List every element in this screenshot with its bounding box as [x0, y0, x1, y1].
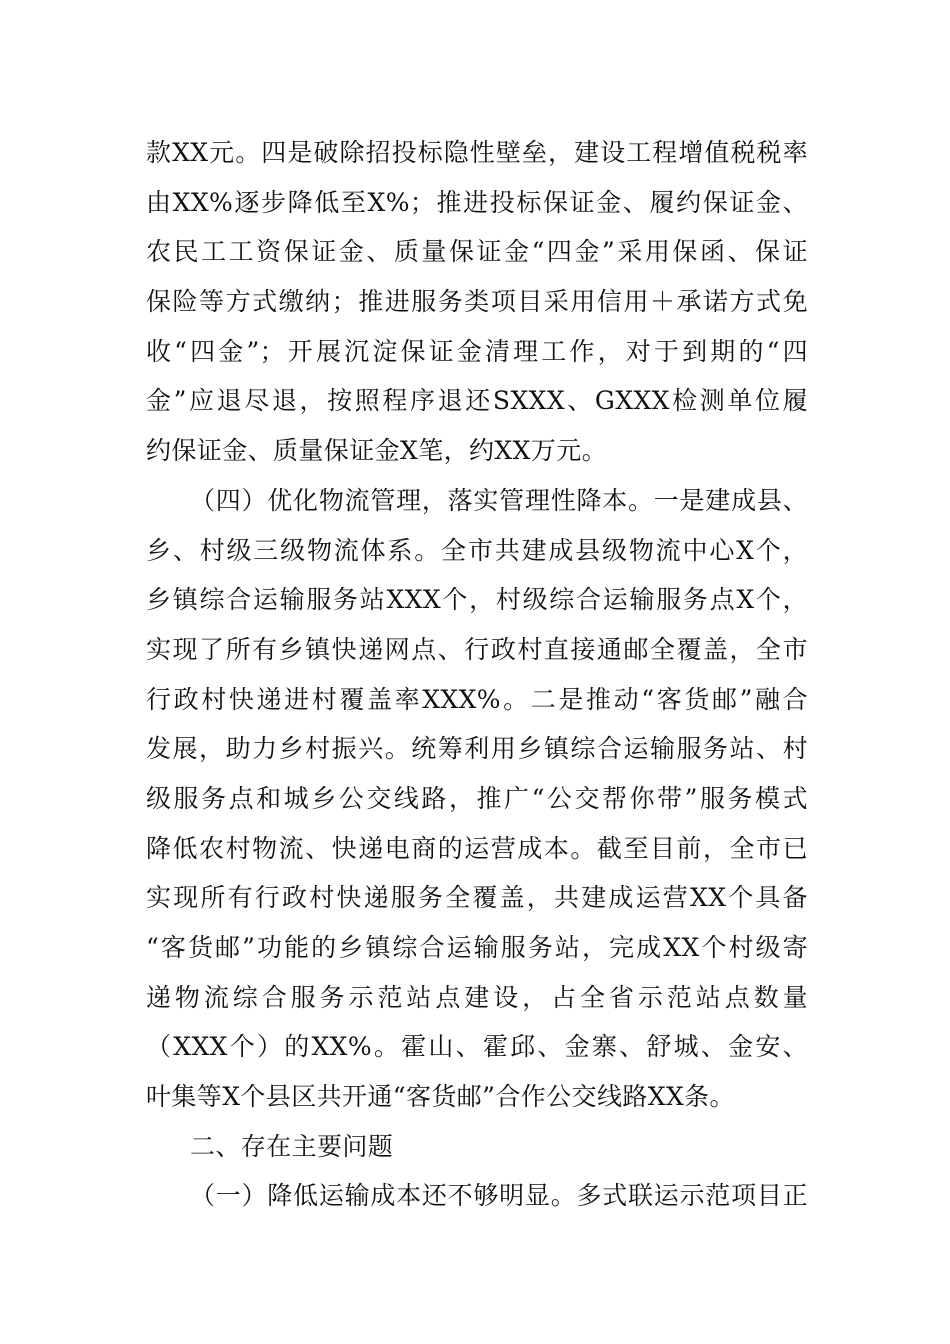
text-line: 行政村快递进村覆盖率XXX%。二是推动“客货邮”融合: [146, 684, 808, 714]
text-line: （四）优化物流管理，落实管理性降本。一是建成县、: [190, 485, 808, 515]
text-line: 递物流综合服务示范站点建设，占全省示范站点数量: [146, 982, 808, 1012]
text-line: 乡镇综合运输服务站XXX个，村级综合运输服务点X个，: [146, 585, 808, 615]
text-line: （一）降低运输成本还不够明显。多式联运示范项目正: [190, 1181, 808, 1211]
paragraph-2: [146, 476, 808, 1122]
text-line: 级服务点和城乡公交线路，推广“公交帮你带”服务模式: [146, 783, 808, 813]
text-line: 叶集等X个县区共开通“客货邮”合作公交线路XX条。: [146, 1082, 735, 1112]
text-line: 降低农村物流、快递电商的运营成本。截至目前，全市已: [146, 833, 808, 863]
text-line: 乡、村级三级物流体系。全市共建成县级物流中心X个，: [146, 535, 808, 565]
text-line: “客货邮”功能的乡镇综合运输服务站，完成XX个村级寄: [146, 933, 808, 962]
paragraph-3: [146, 1171, 808, 1221]
text-line: 保险等方式缴纳；推进服务类项目采用信用＋承诺方式免: [146, 287, 808, 317]
text-line: （XXX个）的XX%。霍山、霍邱、金寨、舒城、金安、: [146, 1032, 808, 1062]
text-line: 发展，助力乡村振兴。统筹利用乡镇综合运输服务站、村: [146, 734, 808, 764]
text-line: 款XX元。四是破除招投标隐性壁垒，建设工程增值税税率: [146, 138, 808, 167]
heading-text: 二、存在主要问题: [190, 1131, 394, 1161]
document-page: [146, 128, 808, 1221]
section-heading: [146, 1122, 808, 1172]
text-line: 收“四金”；开展沉淀保证金清理工作，对于到期的“四: [146, 336, 808, 366]
text-line: 实现所有行政村快递服务全覆盖，共建成运营XX个具备: [146, 883, 808, 913]
paragraph-1: [146, 128, 808, 476]
text-line: 约保证金、质量保证金X笔，约XX万元。: [146, 436, 607, 466]
text-line: 实现了所有乡镇快递网点、行政村直接通邮全覆盖，全市: [146, 634, 808, 664]
text-line: 由XX%逐步降低至X%；推进投标保证金、履约保证金、: [146, 187, 808, 217]
text-line: 金”应退尽退，按照程序退还SXXX、GXXX检测单位履: [146, 386, 808, 416]
text-line: 农民工工资保证金、质量保证金“四金”采用保函、保证: [146, 237, 808, 267]
